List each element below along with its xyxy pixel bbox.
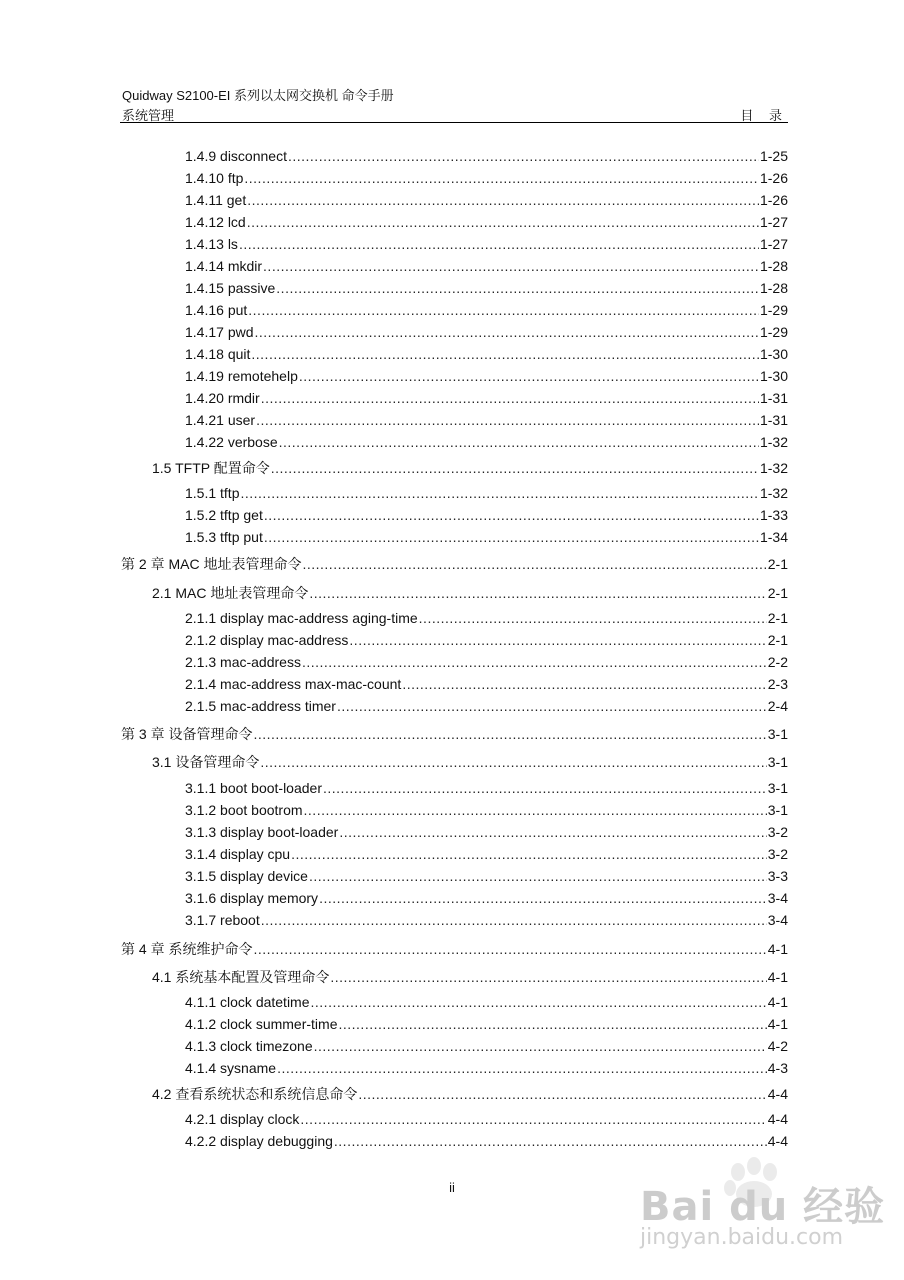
toc-entry-page: 4-3 <box>767 1060 788 1076</box>
toc-entry[interactable] <box>185 697 788 715</box>
toc-entry[interactable] <box>185 845 788 863</box>
toc-entry-page: 2-3 <box>767 676 788 692</box>
toc-entry-label: 1.4.10 ftp <box>185 170 244 186</box>
toc-entry-page: 1-31 <box>759 390 788 406</box>
toc-entry-page: 1-30 <box>759 368 788 384</box>
toc-entry[interactable] <box>185 301 788 319</box>
toc-leader-dots <box>256 411 759 429</box>
toc-entry[interactable] <box>185 1037 788 1055</box>
toc-entry[interactable] <box>185 1132 788 1150</box>
toc-entry-page: 3-1 <box>767 726 788 742</box>
toc-entry-label: 4.1 系统基本配置及管理命令 <box>152 969 330 985</box>
toc-entry-page: 1-28 <box>759 258 788 274</box>
toc-leader-dots <box>302 555 766 573</box>
toc-leader-dots <box>271 459 759 477</box>
toc-entry-page: 1-34 <box>759 529 788 545</box>
toc-entry[interactable] <box>185 911 788 929</box>
toc-entry[interactable] <box>185 889 788 907</box>
toc-leader-dots <box>253 940 766 958</box>
toc-leader-dots <box>338 1015 766 1033</box>
toc-entry[interactable] <box>185 528 788 546</box>
toc-entry[interactable] <box>185 631 788 649</box>
toc-entry-label: 4.2 查看系统状态和系统信息命令 <box>152 1086 358 1102</box>
toc-leader-dots <box>255 323 759 341</box>
toc-entry-label: 第 4 章 系统维护命令 <box>121 941 253 957</box>
toc-entry-page: 1-27 <box>759 214 788 230</box>
toc-entry-page: 1-32 <box>759 460 788 476</box>
toc-entry-label: 4.2.2 display debugging <box>185 1133 333 1149</box>
toc-entry[interactable] <box>185 433 788 451</box>
toc-entry-label: 1.4.14 mkdir <box>185 258 263 274</box>
toc-leader-dots <box>240 484 758 502</box>
toc-entry[interactable] <box>185 345 788 363</box>
page-number: ii <box>449 1180 455 1195</box>
toc-leader-dots <box>248 301 759 319</box>
toc-entry[interactable] <box>185 257 788 275</box>
header-section: 系统管理 <box>122 108 175 123</box>
toc-entry-page: 1-26 <box>759 170 788 186</box>
toc-entry-label: 2.1.1 display mac-address aging-time <box>185 610 418 626</box>
toc-leader-dots <box>261 389 759 407</box>
toc-entry-page: 3-4 <box>767 890 788 906</box>
toc-entry-label: 1.4.16 put <box>185 302 248 318</box>
toc-entry-label: 1.4.17 pwd <box>185 324 254 340</box>
toc-entry-label: 第 3 章 设备管理命令 <box>121 726 253 742</box>
toc-entry-page: 3-2 <box>767 824 788 840</box>
toc-entry-page: 3-4 <box>767 912 788 928</box>
toc-entry[interactable] <box>185 801 788 819</box>
toc-entry-page: 4-1 <box>767 941 788 957</box>
toc-entry-label: 3.1.3 display boot-loader <box>185 824 339 840</box>
toc-entry[interactable] <box>185 1059 788 1077</box>
toc-leader-dots <box>277 1059 767 1077</box>
toc-entry[interactable] <box>185 147 788 165</box>
toc-entry-page: 4-1 <box>767 969 788 985</box>
toc-entry-page: 2-1 <box>767 610 788 626</box>
toc-leader-dots <box>260 753 766 771</box>
toc-entry-page: 4-4 <box>767 1133 788 1149</box>
toc-entry[interactable] <box>152 584 788 602</box>
toc-entry-label: 3.1.2 boot bootrom <box>185 802 303 818</box>
toc-entry[interactable] <box>185 484 788 502</box>
toc-entry-label: 1.5.2 tftp get <box>185 507 263 523</box>
toc-leader-dots <box>304 801 767 819</box>
toc-entry-label: 3.1.6 display memory <box>185 890 319 906</box>
toc-entry-label: 1.5.3 tftp put <box>185 529 263 545</box>
toc-entry-page: 2-4 <box>767 698 788 714</box>
toc-entry[interactable] <box>185 1110 788 1128</box>
toc-leader-dots <box>334 1132 767 1150</box>
toc-entry-page: 4-4 <box>767 1111 788 1127</box>
toc-entry[interactable] <box>185 169 788 187</box>
toc-leader-dots <box>264 528 759 546</box>
toc-entry-label: 1.5.1 tftp <box>185 485 240 501</box>
toc-entry-label: 1.4.22 verbose <box>185 434 278 450</box>
toc-leader-dots <box>349 631 766 649</box>
toc-entry-page: 1-29 <box>759 302 788 318</box>
toc-leader-dots <box>251 345 759 363</box>
toc-leader-dots <box>330 968 766 986</box>
toc-leader-dots <box>288 147 759 165</box>
toc-entry-label: 1.4.18 quit <box>185 346 251 362</box>
toc-entry-label: 1.4.11 get <box>185 192 247 208</box>
header-rule <box>120 122 788 123</box>
header-title: Quidway S2100-EI 系列以太网交换机 命令手册 <box>122 88 394 103</box>
toc-entry[interactable] <box>185 867 788 885</box>
toc-leader-dots <box>358 1085 766 1103</box>
toc-entry-label: 1.5 TFTP 配置命令 <box>152 460 270 476</box>
toc-entry-page: 4-1 <box>767 1016 788 1032</box>
toc-entry[interactable] <box>185 779 788 797</box>
toc-entry[interactable] <box>185 506 788 524</box>
toc-entry-page: 1-31 <box>759 412 788 428</box>
toc-leader-dots <box>309 867 767 885</box>
toc-leader-dots <box>302 653 767 671</box>
toc-entry-page: 1-33 <box>759 507 788 523</box>
toc-entry[interactable] <box>185 213 788 231</box>
toc-entry-page: 2-2 <box>767 654 788 670</box>
toc-entry-label: 1.4.9 disconnect <box>185 148 287 164</box>
toc-entry-page: 1-28 <box>759 280 788 296</box>
toc-entry-label: 1.4.12 lcd <box>185 214 246 230</box>
toc-leader-dots <box>244 169 759 187</box>
toc-entry-label: 4.1.2 clock summer-time <box>185 1016 338 1032</box>
toc-entry-page: 3-1 <box>767 802 788 818</box>
toc-entry[interactable] <box>152 459 788 477</box>
toc-entry[interactable] <box>185 675 788 693</box>
toc-entry-label: 3.1.5 display device <box>185 868 308 884</box>
toc-leader-dots <box>247 213 759 231</box>
toc-entry-page: 4-2 <box>767 1038 788 1054</box>
toc-entry-label: 1.4.13 ls <box>185 236 238 252</box>
toc-leader-dots <box>300 1110 766 1128</box>
toc-entry-page: 2-1 <box>767 585 788 601</box>
toc-leader-dots <box>402 675 766 693</box>
toc-leader-dots <box>247 191 759 209</box>
toc-entry-label: 3.1.4 display cpu <box>185 846 291 862</box>
toc-leader-dots <box>261 911 767 929</box>
header-contents-label: 目 录 <box>740 108 788 123</box>
toc-entry-page: 2-1 <box>767 632 788 648</box>
toc-entry[interactable] <box>185 1015 788 1033</box>
toc-entry[interactable] <box>121 725 788 743</box>
toc-leader-dots <box>323 779 767 797</box>
toc-entry[interactable] <box>185 191 788 209</box>
toc-entry-page: 3-3 <box>767 868 788 884</box>
toc-entry[interactable] <box>121 940 788 958</box>
toc-entry-label: 1.4.19 remotehelp <box>185 368 298 384</box>
toc-entry[interactable] <box>185 823 788 841</box>
toc-entry[interactable] <box>185 411 788 429</box>
toc-entry-page: 1-27 <box>759 236 788 252</box>
toc-entry-label: 2.1.4 mac-address max-mac-count <box>185 676 402 692</box>
toc-entry-page: 1-30 <box>759 346 788 362</box>
toc-leader-dots <box>291 845 767 863</box>
toc-entry-page: 3-1 <box>767 754 788 770</box>
toc-entry[interactable] <box>185 389 788 407</box>
toc-leader-dots <box>309 584 766 602</box>
toc-entry-page: 2-1 <box>767 556 788 572</box>
toc-leader-dots <box>419 609 767 627</box>
watermark-url: jingyan.baidu.com <box>640 1225 844 1250</box>
toc-entry[interactable] <box>152 1085 788 1103</box>
toc-entry-label: 4.1.4 sysname <box>185 1060 277 1076</box>
toc-entry-label: 1.4.20 rmdir <box>185 390 260 406</box>
toc-entry-label: 4.1.3 clock timezone <box>185 1038 313 1054</box>
toc-entry-page: 4-1 <box>767 994 788 1010</box>
watermark-brand: Bai du 经验 <box>640 1184 886 1230</box>
toc-entry-label: 第 2 章 MAC 地址表管理命令 <box>121 556 302 572</box>
toc-entry-label: 4.1.1 clock datetime <box>185 994 310 1010</box>
toc-entry-label: 2.1 MAC 地址表管理命令 <box>152 585 309 601</box>
toc-leader-dots <box>337 697 767 715</box>
toc-entry-label: 2.1.2 display mac-address <box>185 632 349 648</box>
toc-entry-page: 1-25 <box>759 148 788 164</box>
toc-leader-dots <box>319 889 767 907</box>
toc-leader-dots <box>239 235 759 253</box>
toc-leader-dots <box>339 823 766 841</box>
toc-entry-page: 1-26 <box>759 192 788 208</box>
toc-entry-page: 3-2 <box>767 846 788 862</box>
toc-entry-label: 3.1.1 boot boot-loader <box>185 780 322 796</box>
toc-entry-label: 2.1.5 mac-address timer <box>185 698 336 714</box>
toc-entry[interactable] <box>152 753 788 771</box>
toc-entry-page: 4-4 <box>767 1086 788 1102</box>
toc-entry-label: 3.1 设备管理命令 <box>152 754 260 770</box>
toc-entry-page: 1-29 <box>759 324 788 340</box>
toc-entry[interactable] <box>152 968 788 986</box>
toc-entry[interactable] <box>185 235 788 253</box>
toc-leader-dots <box>263 257 759 275</box>
toc-entry-label: 4.2.1 display clock <box>185 1111 300 1127</box>
toc-entry[interactable] <box>185 609 788 627</box>
toc-leader-dots <box>314 1037 767 1055</box>
toc-entry[interactable] <box>121 555 788 573</box>
toc-entry[interactable] <box>185 323 788 341</box>
toc-entry-label: 1.4.15 passive <box>185 280 276 296</box>
toc-entry-page: 1-32 <box>759 485 788 501</box>
toc-entry-label: 2.1.3 mac-address <box>185 654 301 670</box>
toc-leader-dots <box>311 993 767 1011</box>
toc-entry[interactable] <box>185 367 788 385</box>
toc-leader-dots <box>279 433 759 451</box>
toc-leader-dots <box>299 367 759 385</box>
toc-entry-label: 1.4.21 user <box>185 412 256 428</box>
toc-entry[interactable] <box>185 993 788 1011</box>
toc-entry-page: 3-1 <box>767 780 788 796</box>
toc-entry[interactable] <box>185 279 788 297</box>
toc-entry-page: 1-32 <box>759 434 788 450</box>
toc-entry[interactable] <box>185 653 788 671</box>
toc-leader-dots <box>264 506 759 524</box>
toc-leader-dots <box>253 725 766 743</box>
toc-entry-label: 3.1.7 reboot <box>185 912 260 928</box>
toc-leader-dots <box>276 279 759 297</box>
